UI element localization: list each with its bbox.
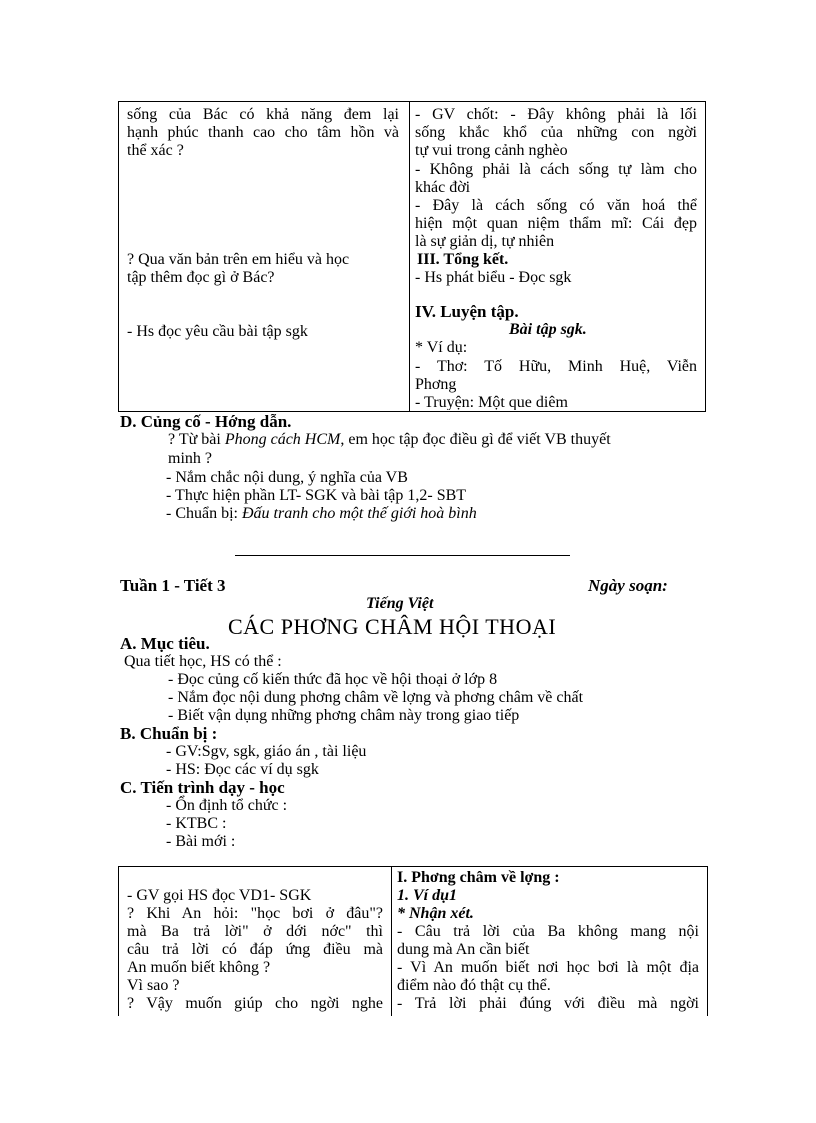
section-c-item: - Bài mới : (166, 833, 236, 850)
section-b-heading: B. Chuẩn bị : (120, 724, 218, 743)
section-c-heading: C. Tiến trình dạy - học (120, 778, 285, 797)
right-line: - Hs phát biểu - Đọc sgk (415, 269, 572, 286)
right-line: - Trả lời phải đúng với điều mà ngời (397, 995, 699, 1012)
right-line: - Không phải là cách sống tự làm cho (415, 161, 697, 178)
section-a-item: - Biết vận dụng những phơng châm này trong giao tiếp (168, 707, 520, 724)
week-label: Tuần 1 - Tiết 3 (120, 576, 226, 595)
section-a-intro: Qua tiết học, HS có thể : (124, 653, 282, 670)
right-line: hiện một quan niệm thẩm mĩ: Cái đẹp (415, 215, 697, 232)
right-line: sống khắc khổ của những con ngời (415, 124, 697, 141)
left-line: tập thêm đọc gì ở Bác? (127, 269, 275, 286)
section-d-item (166, 505, 477, 523)
section-heading: IV. Luyện tập. (415, 302, 519, 321)
right-line: khác đời (415, 179, 471, 196)
left-line: ? Vậy muốn giúp cho ngời nghe (127, 995, 383, 1012)
left-line: câu trả lời có đáp ứng điều mà (127, 941, 383, 958)
section-d-item: - Nắm chắc nội dung, ý nghĩa của VB (166, 469, 408, 486)
separator-line (235, 555, 570, 556)
item-italic: Đấu tranh cho một thế giới hoà bình (242, 505, 477, 522)
left-line: An muốn biết không ? (127, 959, 271, 976)
exercise-heading: Bài tập sgk. (509, 321, 587, 338)
right-line: dung mà An cần biết (397, 941, 530, 958)
right-line: - Thơ: Tố Hữu, Minh Huệ, Viễn (415, 358, 697, 375)
right-line: - Câu trả lời của Ba không mang nội (397, 923, 699, 940)
section-heading: III. Tổng kết. (417, 251, 509, 268)
section-d-item: - Thực hiện phần LT- SGK và bài tập 1,2- SBT (166, 487, 467, 504)
table-divider (409, 102, 410, 411)
left-line: sống của Bác có khả năng đem lại (127, 106, 399, 123)
section-heading: I. Phơng châm về lợng : (397, 869, 560, 886)
remark-heading: * Nhận xét. (397, 905, 474, 922)
right-line: * Ví dụ: (415, 339, 468, 356)
left-line: - GV gọi HS đọc VD1- SGK (127, 887, 312, 904)
lesson-table-2 (118, 866, 708, 1016)
subject-label: Tiếng Việt (366, 595, 434, 612)
section-a-item: - Nắm đọc nội dung phơng châm về lợng và phơng châm về chất (168, 689, 584, 706)
left-line: ? Khi An hỏi: "học bơi ở đâu"? (127, 905, 383, 922)
left-line: mà Ba trả lời" ở dới nớc" thì (127, 923, 383, 940)
right-line: là sự giản dị, tự nhiên (415, 233, 555, 250)
right-line: - Truyện: Một que diêm (415, 394, 568, 410)
right-line: Phơng (415, 376, 457, 393)
left-line: ? Qua văn bản trên em hiểu và học (127, 251, 350, 268)
lesson-table-1 (118, 101, 706, 412)
left-line: Vì sao ? (127, 977, 180, 994)
right-line: - Vì An muốn biết nơi học bơi là một địa (397, 959, 699, 976)
section-d-question-line2: minh ? (168, 450, 212, 467)
section-b-item: - HS: Đọc các ví dụ sgk (166, 761, 319, 778)
left-line: thể xác ? (127, 142, 184, 159)
example-heading: 1. Ví dụ1 (397, 887, 458, 904)
question-suffix: , em học tập đọc điều gì để viết VB thuyết (340, 431, 611, 448)
left-line: hạnh phúc thanh cao cho tâm hồn và (127, 124, 399, 141)
item-prefix: - Chuẩn bị: (166, 505, 242, 522)
section-b-item: - GV:Sgv, sgk, giáo án , tài liệu (166, 743, 367, 760)
question-italic: Phong cách HCM (224, 431, 341, 448)
right-line: - GV chốt: - Đây không phải là lối (415, 106, 697, 123)
section-d-heading: D. Củng cố - Hớng dẫn. (120, 412, 292, 431)
date-label: Ngày soạn: (588, 576, 668, 595)
question-prefix: ? Từ bài (168, 431, 225, 448)
right-line: - Đây là cách sống có văn hoá thể (415, 197, 697, 214)
section-c-item: - Ổn định tổ chức : (166, 797, 288, 814)
left-line: - Hs đọc yêu cầu bài tập sgk (127, 323, 308, 340)
section-d-question (168, 431, 611, 449)
table-divider (391, 867, 392, 1016)
right-line: điểm nào đó thật cụ thể. (397, 977, 551, 994)
right-line: tự vui trong cảnh nghèo (415, 142, 568, 159)
section-a-item: - Đọc củng cố kiến thức đã học về hội thoại ở lớp 8 (168, 671, 498, 688)
section-a-heading: A. Mục tiêu. (120, 634, 210, 653)
section-c-item: - KTBC : (166, 815, 227, 832)
lesson-title: CÁC PHƠNG CHÂM HỘI THOẠI (228, 614, 557, 639)
